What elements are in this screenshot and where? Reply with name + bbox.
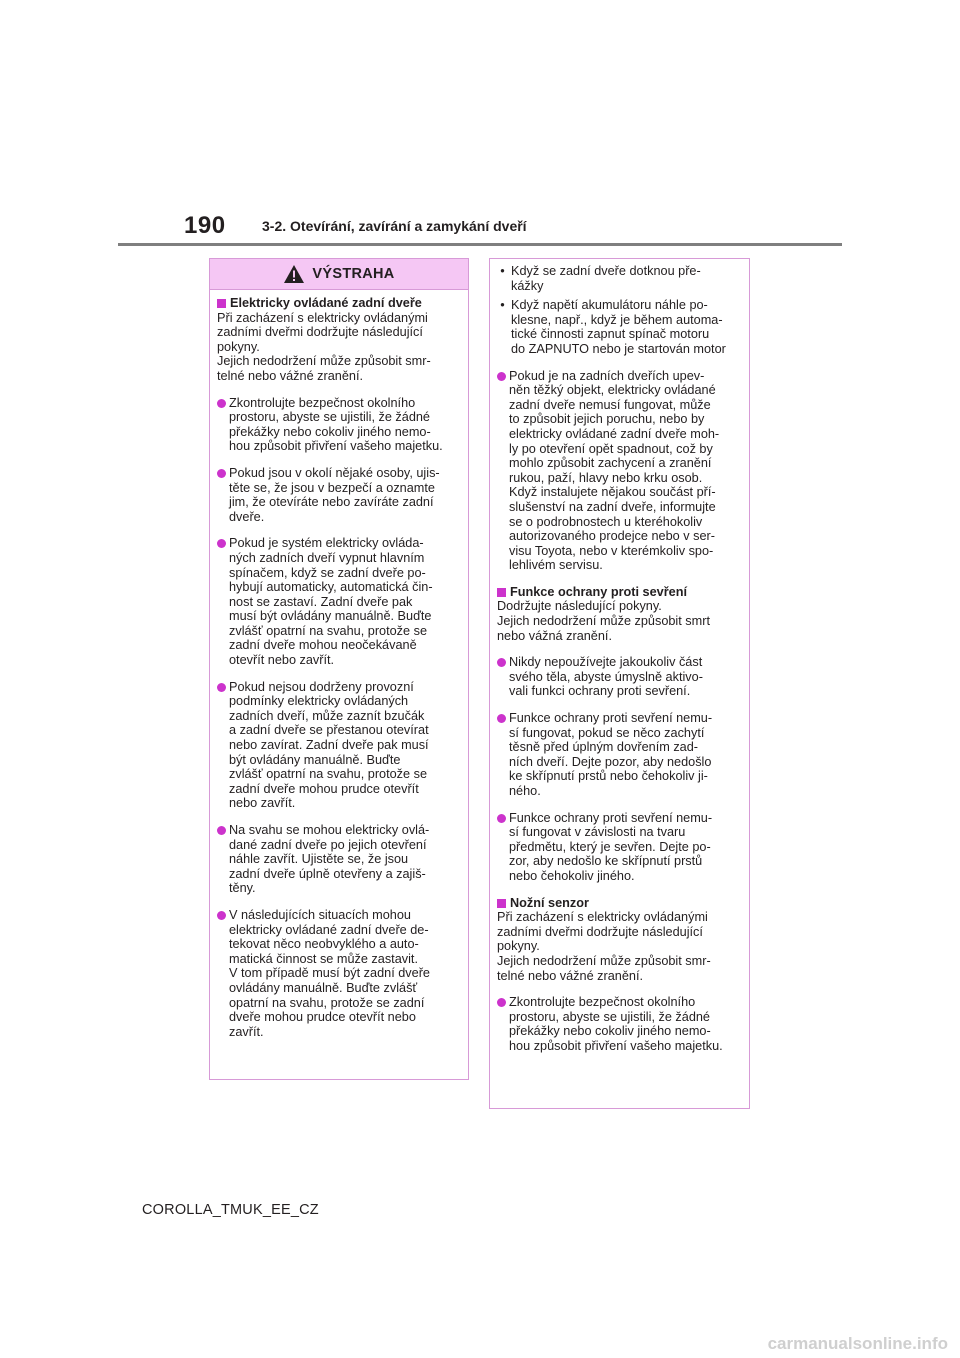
circle-bullet-icon: [497, 372, 506, 381]
list-item: Pokud je systém elektricky ovláda- ných zadních dveří vypnut hlavním spínačem, když se zadní dveře po- hybují automaticky, automatická čin- nost se zastaví. Zadní dveře pak musí být ovládány manuálně. Buďte zvlášť opatrní na svahu, protože se zadní dveře mohou neočekávaně otevřít nebo zavřít.: [217, 536, 461, 667]
list-item: Funkce ochrany proti sevření nemu- sí fungovat v závislosti na tvaru předmětu, který je sevřen. Dejte po- zor, aby nedošlo ke skřípnutí prstů nebo čehokoliv jiného.: [497, 811, 742, 884]
section-intro: Při zacházení s elektricky ovládanými zadními dveřmi dodržujte následující pokyny. Jejich nedodržení může způsobit smr- telné nebo vážné zranění.: [497, 910, 711, 983]
chapter-title: 3-2. Otevírání, zavírání a zamykání dveří: [262, 218, 527, 234]
dash-item: • Když napětí akumulátoru náhle po- klesne, např., když je během automa- tické činnosti zapnut spínač motoru do ZAPNUTO nebo je startován motor: [497, 298, 742, 356]
warning-title: VÝSTRAHA: [312, 266, 395, 282]
warning-body-right: [490, 259, 749, 1054]
warning-triangle-icon: [283, 264, 305, 284]
page-number: 190: [184, 212, 226, 239]
circle-bullet-icon: [497, 714, 506, 723]
circle-bullet-icon: [217, 469, 226, 478]
circle-bullet-icon: [217, 539, 226, 548]
list-item: Pokud jsou v okolí nějaké osoby, ujis- těte se, že jsou v bezpečí a oznamte jim, že otevíráte nebo zavíráte zadní dveře.: [217, 466, 461, 524]
circle-bullet-icon: [217, 683, 226, 692]
section-intro: Při zacházení s elektricky ovládanými zadními dveřmi dodržujte následující pokyny. Jejich nedodržení může způsobit smr- telné nebo vážné zranění.: [217, 310, 431, 383]
list-item: Funkce ochrany proti sevření nemu- sí fungovat, pokud se něco zachytí těsně před úplným dovřením zad- ních dveří. Dejte pozor, aby nedošlo ke skřípnutí prstů nebo čehokoliv ji- ného.: [497, 711, 742, 799]
list-item: Zkontrolujte bezpečnost okolního prostoru, abyste se ujistili, že žádné překážky nebo cokoliv jiného nemo- hou způsobit přivření vašeho majetku.: [217, 396, 461, 454]
list-item: Pokud nejsou dodrženy provozní podmínky elektricky ovládaných zadních dveří, může zaznít bzučák a zadní dveře se přestanou otevírat nebo zavírat. Zadní dveře pak musí být ovládány manuálně. Buďte zvlášť opatrní na svahu, protože se zadní dveře mohou prudce otevřít nebo zavřít.: [217, 680, 461, 811]
list-item: Nikdy nepoužívejte jakoukoliv část svého těla, abyste úmyslně aktivo- vali funkci ochrany proti sevření.: [497, 655, 742, 699]
dash-bullet: •: [500, 264, 505, 278]
warning-body-left: [210, 290, 468, 1039]
circle-bullet-icon: [497, 814, 506, 823]
circle-bullet-icon: [217, 399, 226, 408]
section-intro: Dodržujte následující pokyny. Jejich nedodržení může způsobit smrt nebo vážná zranění.: [497, 599, 710, 643]
circle-bullet-icon: [497, 658, 506, 667]
section-title-pinch-protection: Funkce ochrany proti sevření: [497, 585, 742, 600]
dash-bullet: •: [500, 298, 505, 313]
dash-item: • Když se zadní dveře dotknou pře- kážky: [497, 264, 742, 293]
document-code: COROLLA_TMUK_EE_CZ: [142, 1202, 319, 1218]
warning-header: [210, 259, 468, 290]
section-title-foot-sensor: Nožní senzor: [497, 896, 742, 911]
watermark: carmanualsonline.info: [767, 1334, 948, 1353]
section-title-power-door: Elektricky ovládané zadní dveře: [217, 296, 461, 311]
warning-box-left: [209, 258, 469, 1080]
warning-box-right: [489, 258, 750, 1109]
list-item: Zkontrolujte bezpečnost okolního prostoru, abyste se ujistili, že žádné překážky nebo cokoliv jiného nemo- hou způsobit přivření vašeho majetku.: [497, 995, 742, 1053]
circle-bullet-icon: [217, 911, 226, 920]
header-rule: [118, 243, 842, 246]
square-bullet-icon: [497, 899, 506, 908]
square-bullet-icon: [217, 299, 226, 308]
circle-bullet-icon: [217, 826, 226, 835]
list-item: V následujících situacích mohou elektricky ovládané zadní dveře de- tekovat něco neobvyklého a auto- matická činnost se může zastavit. V tom případě musí být zadní dveře ovládány manuálně. Buďte zvlášť opatrní na svahu, protože se zadní dveře mohou prudce otevřít nebo zavřít.: [217, 908, 461, 1039]
list-item: Pokud je na zadních dveřích upev- něn těžký objekt, elektricky ovládané zadní dveře nemusí fungovat, může to způsobit jejich poruchu, nebo by elektricky ovládané zadní dveře moh- ly po otevření opět spadnout, což by mohlo způsobit zachycení a zranění rukou, paží, hlavy nebo krku osob. Když instalujete nějakou součást pří- slušenství na zadní dveře, informujte se o podrobnostech u kteréhokoliv autorizovaného prodejce nebo v ser- visu Toyota, nebo v kterémkoliv spo- lehlivém servisu.: [497, 369, 742, 573]
square-bullet-icon: [497, 588, 506, 597]
list-item: Na svahu se mohou elektricky ovlá- dané zadní dveře po jejich otevření náhle zavřít. Ujistěte se, že jsou zadní dveře úplně otevřeny a zajiš- těny.: [217, 823, 461, 896]
circle-bullet-icon: [497, 998, 506, 1007]
